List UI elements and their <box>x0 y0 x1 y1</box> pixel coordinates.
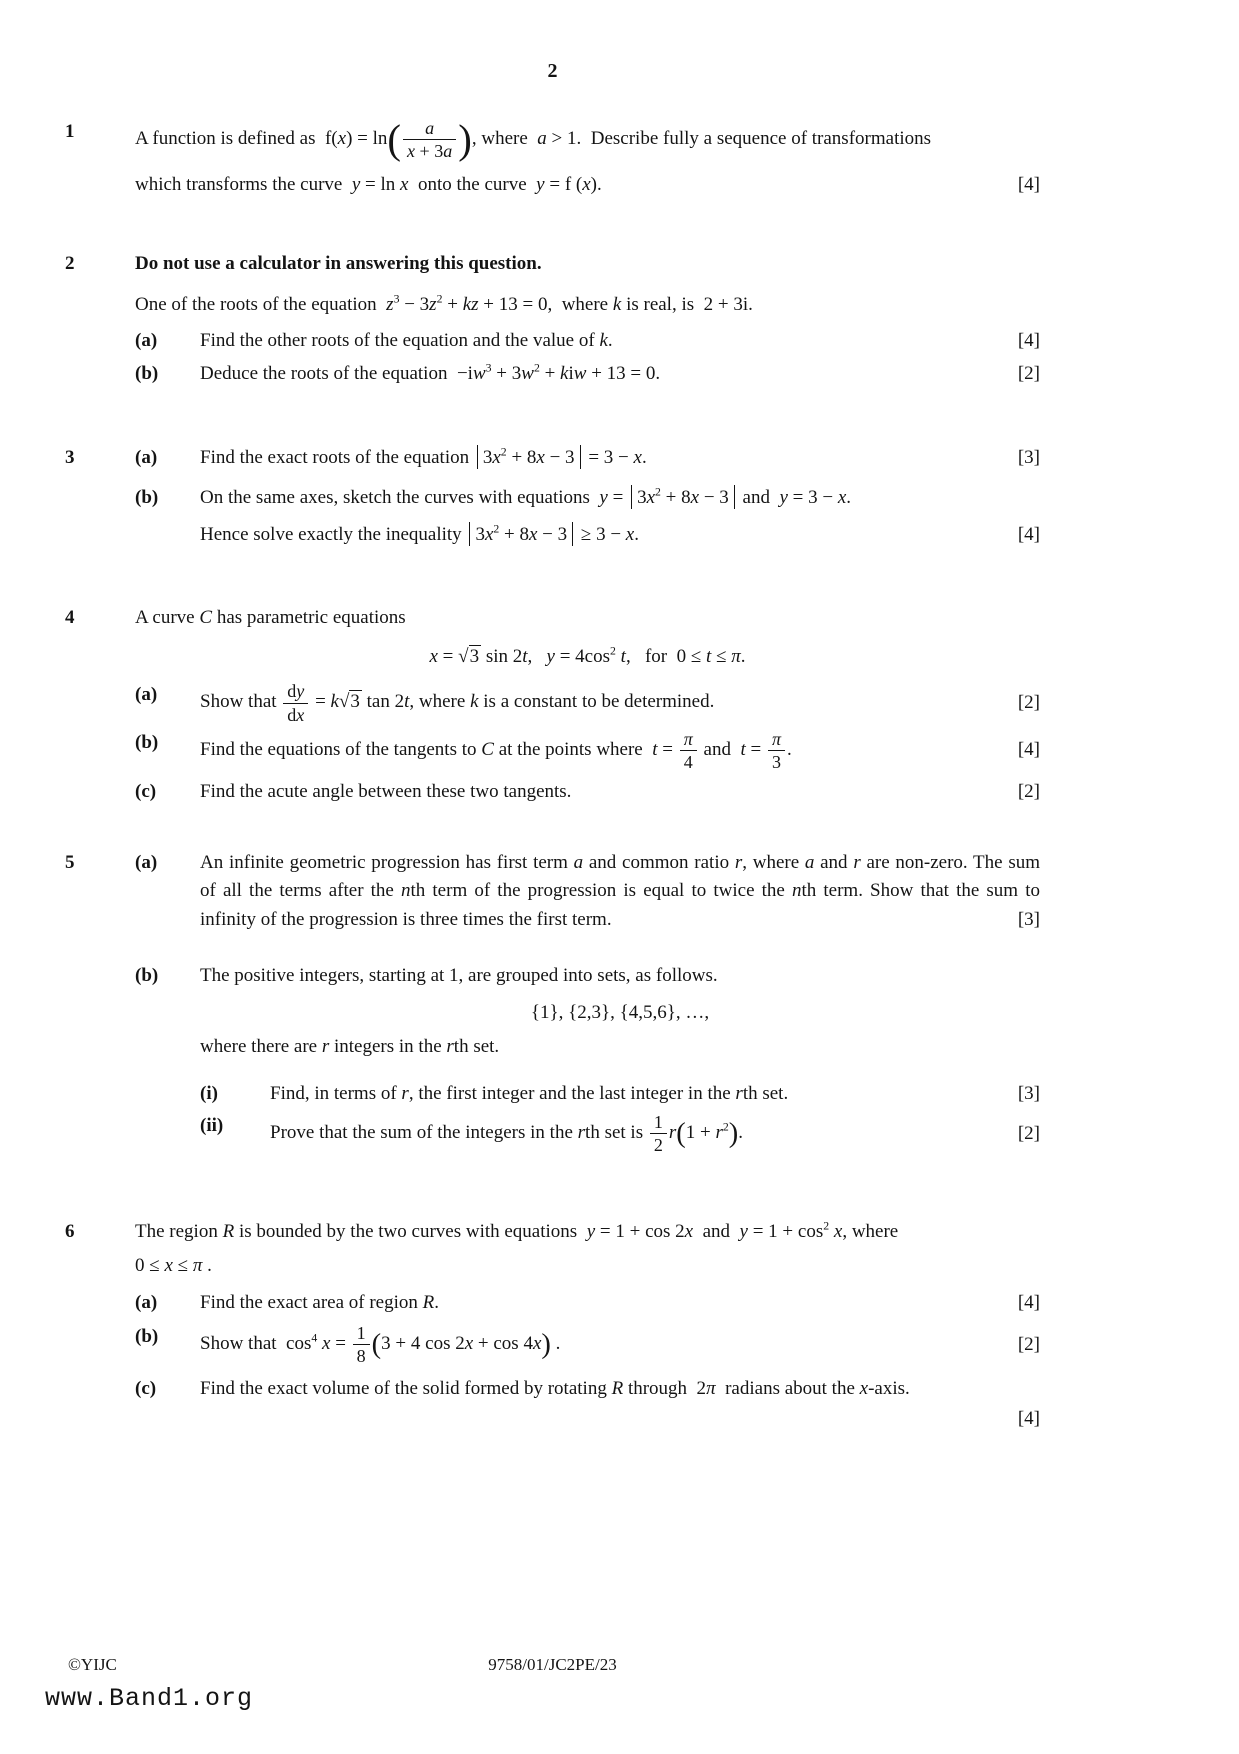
part-a-label: (a) <box>135 446 158 468</box>
footer-paper-code: 9758/01/JC2PE/23 <box>488 1655 617 1674</box>
question-4-equation <box>135 643 1040 672</box>
part-b-label: (b) <box>135 363 159 385</box>
question-1-number: 1 <box>65 121 75 142</box>
part-a-line <box>200 1289 1040 1318</box>
part-c-marks-line <box>200 1405 1040 1434</box>
part-c-line <box>200 1375 1040 1404</box>
part-a-marks: [3] <box>1010 906 1040 935</box>
part-b-intro <box>200 962 1040 991</box>
part-b-body <box>200 962 1040 1155</box>
question-1-line-1 <box>135 118 1040 161</box>
part-b-line-2 <box>200 521 1040 550</box>
part-a-body <box>200 1289 1040 1318</box>
question-4 <box>65 604 1040 806</box>
part-b-text-2: Hence solve exactly the inequality $3x^2 + 8x - 3 \ge 3 - x$. <box>200 522 639 545</box>
part-c-line <box>200 778 1040 807</box>
question-4-intro-text: A curve C has parametric equations <box>135 607 406 629</box>
question-1 <box>65 118 1040 200</box>
sub-ii-body <box>270 1112 1040 1155</box>
question-2-part-a <box>135 327 1040 356</box>
part-a-label: (a) <box>135 684 158 706</box>
part-b-text: Deduce the roots of the equation $-iw^3 + 3w^2$ + kiw + 13 = 0. <box>200 362 661 385</box>
part-a-marks: [2] <box>1017 691 1040 713</box>
question-4-equation-text: x = √3 sin 2t, $y = 4\cos^2$ t, for 0 ≤ t ≤ π. <box>429 644 746 667</box>
question-6-body <box>135 1218 1040 1434</box>
part-b-text: Show that $\cos^4 x$ = $\frac{1}{8}$ (3 + 4 cos 2x + cos 4x) . <box>200 1323 561 1367</box>
part-b-label: (b) <box>135 487 159 509</box>
part-c-marks: [2] <box>1017 781 1040 803</box>
question-1-text: A function is defined as f(x) = ln( $\frac{a}{x + 3a}$ ), where a > 1. Describe fully a sequence of transformations <box>135 116 932 162</box>
question-4-number: 4 <box>65 607 75 629</box>
part-a-paragraph <box>200 849 1040 935</box>
part-b-text: Find the equations of the tangents to C at the points where t = $\frac{\pi}{4}$ and t = $\frac{\pi}{3}$ . <box>200 728 792 773</box>
part-a-body <box>200 444 1040 473</box>
part-a-marks: [4] <box>1017 1291 1040 1313</box>
part-c-label: (c) <box>135 781 157 803</box>
question-5-part-b-i <box>200 1080 1040 1109</box>
part-c-text: Find the exact volume of the solid formed by rotating R through 2π radians about the x-axis. <box>200 1377 910 1399</box>
part-a-text: Find the exact area of region R. <box>200 1291 439 1313</box>
question-6-intro-2 <box>135 1252 1040 1281</box>
part-b-where <box>200 1033 1040 1062</box>
question-2-body <box>135 250 1040 389</box>
part-b-body <box>200 484 1040 549</box>
part-a-body <box>200 849 1040 935</box>
question-3-part-a <box>135 444 1040 473</box>
part-c-text: Find the acute angle between these two tangents. <box>200 781 572 803</box>
question-4-part-c <box>135 778 1040 807</box>
question-1-text-2: which transforms the curve y = ln x onto the curve y = f (x). <box>135 174 602 196</box>
question-6-part-b <box>135 1323 1040 1366</box>
question-4-body <box>135 604 1040 806</box>
part-a-text: An infinite geometric progression has first term a and common ratio r, where a and r are non-zero. The sum of all the terms after the nth term of the progression is equal to twice the nth term. Show that the sum to infinity of the progression is three times the first term. <box>200 851 1041 930</box>
part-a-line <box>200 681 1040 724</box>
part-b-body <box>200 360 1040 389</box>
question-6-part-c <box>135 1375 1040 1434</box>
part-a-line <box>200 327 1040 356</box>
question-6-part-a <box>135 1289 1040 1318</box>
part-a-marks: [4] <box>1017 329 1040 351</box>
part-b-label: (b) <box>135 731 159 753</box>
part-a-text: Show that $\frac{dy}{dx}$ = k√3 tan 2t, where k is a constant to be determined. <box>200 681 715 725</box>
sub-i-text: Find, in terms of r, the first integer and the last integer in the rth set. <box>270 1082 789 1104</box>
watermark-url: www.Band1.org <box>45 1684 254 1713</box>
part-b-line <box>200 1323 1040 1366</box>
sub-i-body <box>270 1080 1040 1109</box>
question-5-part-a <box>135 849 1040 935</box>
sub-ii-label: (ii) <box>200 1115 224 1137</box>
question-6 <box>65 1218 1040 1434</box>
part-b-body <box>200 1323 1040 1366</box>
part-a-text: Find the exact roots of the equation $3x^2 + 8x - 3 = 3 - x$. <box>200 445 647 468</box>
part-b-sets-text: {1}, {2,3}, {4,5,6}, …, <box>530 1001 710 1023</box>
question-5-number: 5 <box>65 851 75 873</box>
part-c-marks: [4] <box>1017 1408 1040 1430</box>
question-3-body <box>135 444 1040 550</box>
sub-i-label: (i) <box>200 1082 218 1104</box>
sub-ii-marks: [2] <box>1017 1122 1040 1144</box>
part-b-marks: [4] <box>1017 523 1040 545</box>
question-2-number: 2 <box>65 252 75 274</box>
question-5-part-b-ii <box>200 1112 1040 1155</box>
question-6-intro-text-2: 0 ≤ x ≤ π . <box>135 1255 212 1277</box>
part-b-label: (b) <box>135 1326 159 1348</box>
part-b-label: (b) <box>135 965 159 987</box>
question-2-header-text: Do not use a calculator in answering this question. <box>135 252 542 274</box>
question-2-part-b <box>135 360 1040 389</box>
question-4-part-a <box>135 681 1040 724</box>
question-5-body <box>135 849 1040 1156</box>
part-b-sets <box>200 999 1040 1028</box>
part-b-line <box>200 729 1040 772</box>
question-6-intro-text-1: The region R is bounded by the two curves with equations y = 1 + cos 2x and $y = 1 + \cos^2 x$, where <box>135 1219 899 1242</box>
footer-copyright: ©YIJC <box>68 1655 117 1674</box>
question-6-number: 6 <box>65 1220 75 1242</box>
question-3-part-b <box>135 484 1040 549</box>
question-6-intro-1 <box>135 1218 1040 1247</box>
question-1-line-2 <box>135 171 1040 200</box>
sub-i-line <box>270 1080 1040 1109</box>
sub-ii-line <box>270 1112 1040 1155</box>
sub-i-marks: [3] <box>1017 1082 1040 1104</box>
part-b-text-1: On the same axes, sketch the curves with equations $y = 3x^2 + 8x - 3$ and y = 3 − x. <box>200 486 852 509</box>
part-a-label: (a) <box>135 1291 158 1313</box>
question-4-intro <box>135 604 1040 633</box>
part-b-body <box>200 729 1040 772</box>
part-a-text: Find the other roots of the equation and the value of k. <box>200 329 613 351</box>
part-c-body <box>200 1375 1040 1434</box>
part-a-line <box>200 444 1040 473</box>
part-b-marks: [4] <box>1017 739 1040 761</box>
page-number: 2 <box>547 60 558 82</box>
sub-ii-text: Prove that the sum of the integers in the rth set is $\frac{1}{2}$ $r(1 + r^2)$. <box>270 1112 744 1156</box>
question-1-marks: [4] <box>1017 174 1040 196</box>
part-b-where-text: where there are r integers in the rth set. <box>200 1036 500 1058</box>
part-c-label: (c) <box>135 1377 157 1399</box>
question-1-body <box>135 118 1040 200</box>
part-b-marks: [2] <box>1017 363 1040 385</box>
part-a-label: (a) <box>135 329 158 351</box>
part-b-intro-text: The positive integers, starting at 1, are grouped into sets, as follows. <box>200 965 718 987</box>
question-2-intro <box>135 291 1040 320</box>
question-3 <box>65 444 1040 550</box>
part-a-label: (a) <box>135 851 158 873</box>
question-2-intro-text: One of the roots of the equation $z^3 - 3z^2$ + kz + 13 = 0, where k is real, is 2 + 3i. <box>135 293 753 316</box>
question-3-number: 3 <box>65 446 75 468</box>
part-b-marks: [2] <box>1017 1333 1040 1355</box>
question-2 <box>65 250 1040 389</box>
part-c-body <box>200 778 1040 807</box>
question-5-part-b <box>135 962 1040 1155</box>
part-a-marks: [3] <box>1017 446 1040 468</box>
part-b-line-1 <box>200 484 1040 513</box>
part-a-body <box>200 327 1040 356</box>
question-2-header <box>135 250 1040 279</box>
part-a-body <box>200 681 1040 724</box>
question-4-part-b <box>135 729 1040 772</box>
part-b-line <box>200 360 1040 389</box>
question-5 <box>65 849 1040 1156</box>
